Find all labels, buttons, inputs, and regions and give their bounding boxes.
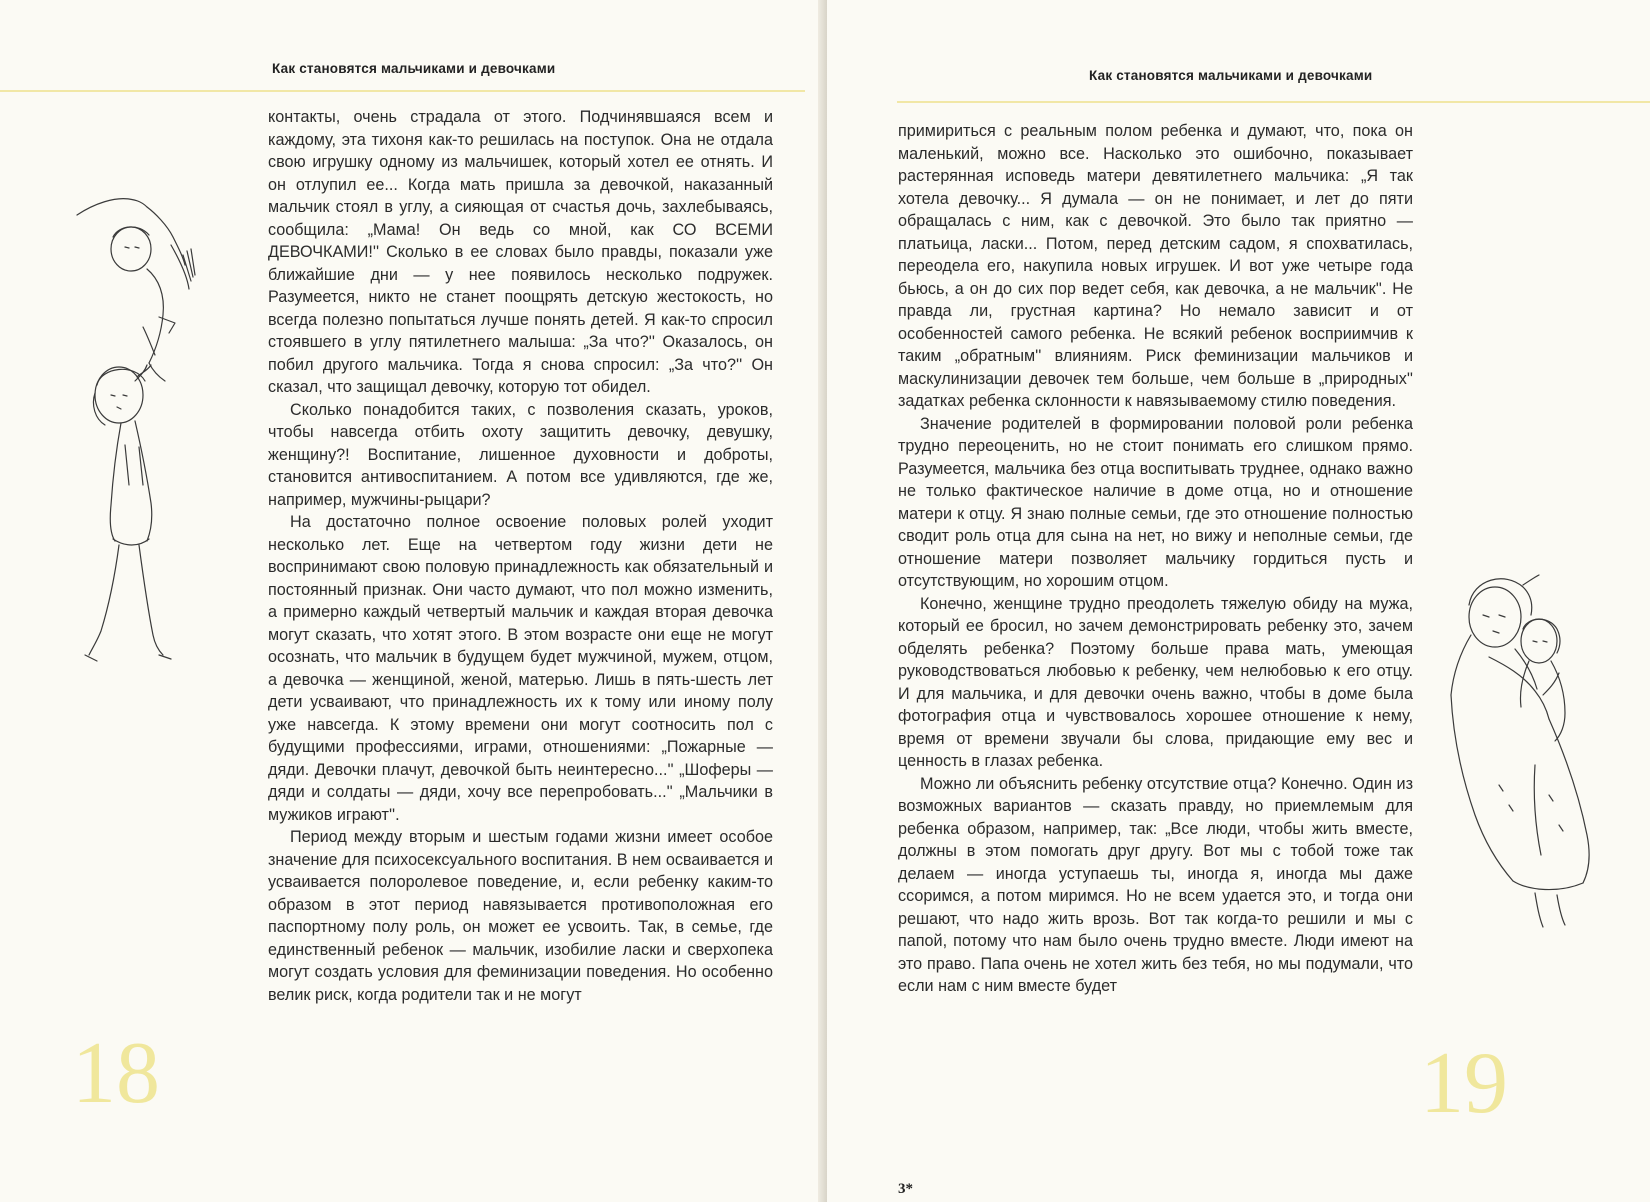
paragraph: Сколько понадобится таких, с позволения сказать, уроков, чтобы навсегда отбить охоту защитить девочку, девушку, женщину?! Воспитание, лишенное духовности и доброты, становится антивоспитанием. А потом все удивляются, где же, например, мужчины-рыцари? bbox=[268, 400, 773, 509]
paragraph: Значение родителей в формировании половой роли ребенка трудно переоценить, но не стоит понимать его слишком прямо. Разумеется, мальчика без отца воспитывать труднее, однако важно не только фактическое наличие в доме отца, но и отношение матери к отцу. Я знаю полные семьи, где это отношение полностью сводит роль отца для сына на нет, но вижу и неполные семьи, где отношение матери позволяет мальчику гордиться пусть и отсутствующим, но хорошим отцом. bbox=[898, 414, 1413, 590]
running-head-left: Как становятся мальчиками и девочками bbox=[272, 61, 556, 76]
paragraph: примириться с реальным полом ребенка и думают, что, пока он маленький, можно все. Насколько это ошибочно, показывает растерянная исповедь матери девятилетнего мальчика: „Я так хотела девочку... Я думала — он не понимает, и лет до пяти обращалась с ним, как с девочкой. Это было так приятно — платьица, ласки... Потом, перед детским садом, я спохватилась, переодела его, накупила новых игрушек. И вот уже четыре года бьюсь, а он до сих пор ведет себя, как девочка, а не мальчик''. Не правда ли, грустная картина? Но немало зависит и от особенностей самого ребенка. Не всякий ребенок восприимчив к таким „обратным'' влияниям. Риск феминизации мальчиков и маскулинизации девочек тем больше, чем больше в „природных'' задатках ребенка склонности к навязываемому стилю поведения. bbox=[898, 122, 1413, 410]
body-text-left bbox=[268, 106, 773, 1006]
body-text-right bbox=[898, 120, 1413, 998]
header-rule-right bbox=[897, 101, 1650, 103]
page-number-left: 18 bbox=[72, 1025, 160, 1122]
paragraph: На достаточно полное освоение половых ролей уходит несколько лет. Еще на четвертом году жизни дети не воспринимают свою половую принадлежность как обязательный и постоянный признак. Они часто думают, что пол можно изменить, а примерно каждый четвертый мальчик и каждая вторая девочка могут сказать, что хотят этого. В этом возрасте они еще не могут осознать, что мальчик в будущем будет мужчиной, мужем, отцом, а девочка — женщиной, женой, матерью. Лишь в пять-шесть лет дети усваивают, что принадлежность их к тому или иному полу уже навсегда. К этому времени они могут соотносить пол с будущими профессиями, играми, отношениями: „Пожарные — дяди. Девочки плачут, девочкой быть неинтересно...'' „Шоферы — дяди и солдаты — дяди, хочу все перепробовать...'' „Мальчики в мужиков играют''. bbox=[268, 513, 773, 824]
paragraph: контакты, очень страдала от этого. Подчинявшаяся всем и каждому, эта тихоня как-то решилась на поступок. Она не отдала свою игрушку одному из мальчишек, который хотел ее отнять. И он отлупил ее... Когда мать пришла за девочкой, наказанный мальчик стоял в углу, а сияющая от счастья дочь, захлебываясь, сообщила: „Мама! Он ведь со мной, как СО ВСЕМИ ДЕВОЧКАМИ!'' Сколько в ее словах было правды, показали уже ближайшие дни — у нее появилось несколько подружек. Разумеется, никто не станет поощрять детскую жестокость, но всегда полезно попытаться лучше понять детей. Я как-то спросил стоявшего в углу пятилетнего малыша: „За что?'' Оказалось, он побил другого мальчика. Тогда я снова спросил: „За что?'' Он сказал, что защищал девочку, которую тот обидел. bbox=[268, 108, 773, 396]
sketch-mother-hugging-child-icon bbox=[1439, 565, 1624, 935]
signature-mark: 3* bbox=[898, 1181, 913, 1197]
page-number-right: 19 bbox=[1420, 1035, 1508, 1132]
paragraph: Можно ли объяснить ребенку отсутствие отца? Конечно. Один из возможных вариантов — сказать правду, но приемлемым для ребенка образом, например, так: „Все люди, чтобы жить вместе, должны в этом помогать друг другу. Вот мы с тобой тоже так делаем — иногда уступаешь ты, иногда я, иногда мы даже ссоримся, а потом миримся. Но не всем удается это, и тогда они решают, что надо жить врозь. Вот так когда-то решили и мы с папой, потому что нам было очень трудно вместе. Люди имеют на это право. Папа очень не хотел жить без тебя, но мы подумали, что если нам с ним вместе будет bbox=[898, 774, 1413, 995]
running-head-right: Как становятся мальчиками и девочками bbox=[1089, 68, 1373, 83]
sketch-two-girls-playing-icon bbox=[55, 185, 215, 675]
paragraph: Период между вторым и шестым годами жизни имеет особое значение для психосексуального воспитания. В нем осваивается и усваивается полоролевое поведение, и, если ребенку каким-то образом в этот период навязывается противоположная его паспортному полу роль, он может ее усвоить. Так, в семье, где единственный ребенок — мальчик, изобилие ласки и сверхопека могут создать условия для феминизации поведения. Но особенно велик риск, когда родители так и не могут bbox=[268, 828, 773, 1004]
header-rule-left bbox=[0, 90, 805, 92]
right-page bbox=[827, 0, 1650, 1202]
paragraph: Конечно, женщине трудно преодолеть тяжелую обиду на мужа, который ее бросил, но зачем демонстрировать ребенку это, зачем обделять ребенка? Поэтому больше права мать, умеющая руководствоваться любовью к ребенку, чем нелюбовью к его отцу. И для мальчика, и для девочки очень важно, чтобы в доме была фотография отца и чувствовалось хорошее отношение к нему, время от времени звучали бы слова, придающие ему вес и ценность в глазах ребенка. bbox=[898, 594, 1413, 770]
